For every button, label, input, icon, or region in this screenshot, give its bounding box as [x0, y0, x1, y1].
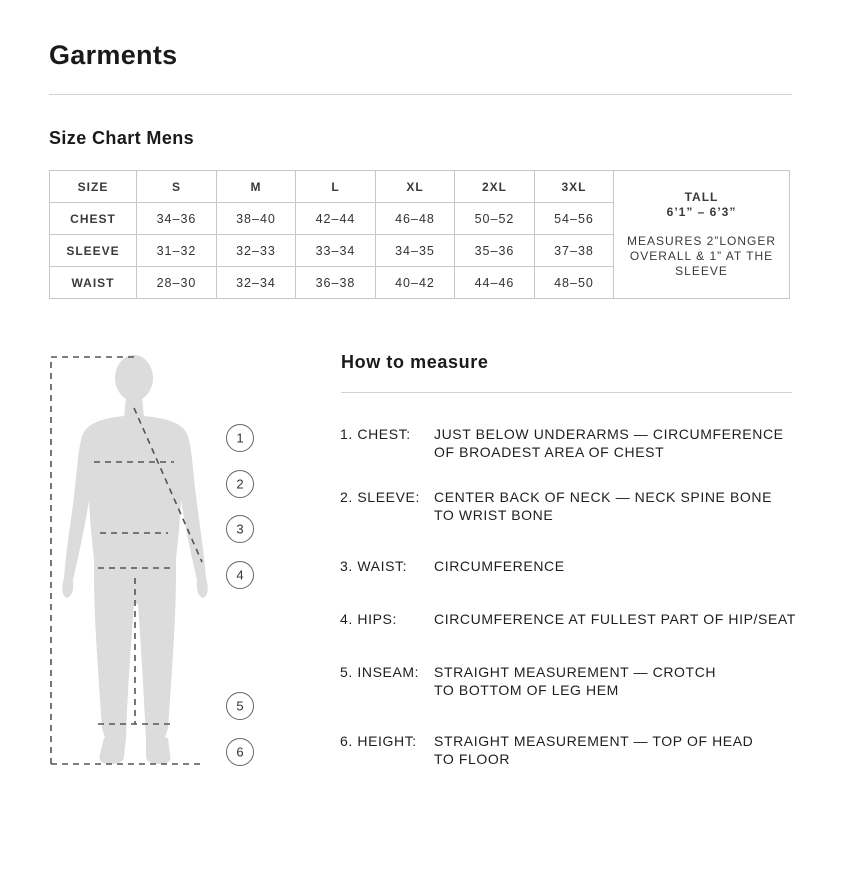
measure-label: 4. HIPS: — [340, 611, 397, 627]
measure-label: 3. WAIST: — [340, 558, 408, 574]
description-line: STRAIGHT MEASUREMENT — CROTCH — [434, 664, 717, 680]
description-line: TO WRIST BONE — [434, 507, 554, 523]
table-cell: 28–30 — [137, 267, 217, 299]
row-label-cell: SLEEVE — [50, 235, 137, 267]
table-cell: 34–35 — [376, 235, 455, 267]
description-line: TO BOTTOM OF LEG HEM — [434, 682, 619, 698]
measure-description — [434, 488, 810, 524]
page-title: Garments — [49, 40, 178, 70]
table-cell: 42–44 — [296, 203, 376, 235]
measure-description — [434, 610, 810, 628]
header-cell: SIZE — [50, 171, 137, 203]
row-label-cell: WAIST — [50, 267, 137, 299]
header-cell: L — [296, 171, 376, 203]
table-cell: 50–52 — [455, 203, 535, 235]
measure-description — [434, 425, 810, 461]
tall-info-cell — [614, 171, 790, 299]
table-row-header — [50, 171, 790, 203]
marker-label: 6 — [236, 744, 244, 760]
description-line: TO FLOOR — [434, 751, 511, 767]
title-divider — [49, 94, 792, 95]
measure-label: 1. CHEST: — [340, 426, 411, 442]
table-cell: 40–42 — [376, 267, 455, 299]
measure-divider — [341, 392, 792, 393]
table-cell: 31–32 — [137, 235, 217, 267]
table-cell: 34–36 — [137, 203, 217, 235]
table-cell: 36–38 — [296, 267, 376, 299]
table-cell: 33–34 — [296, 235, 376, 267]
description-line: OF BROADEST AREA OF CHEST — [434, 444, 665, 460]
measure-description — [434, 663, 810, 699]
measure-description — [434, 557, 810, 575]
description-line: CENTER BACK OF NECK — NECK SPINE BONE — [434, 489, 773, 505]
marker-label: 4 — [236, 567, 244, 583]
header-cell: 3XL — [535, 171, 614, 203]
table-cell: 48–50 — [535, 267, 614, 299]
tall-note: MEASURES 2”LONGER OVERALL & 1” AT THE SLEEVE — [626, 234, 777, 278]
table-cell: 37–38 — [535, 235, 614, 267]
body-measurement-figure — [40, 346, 270, 776]
measure-description — [434, 732, 810, 768]
table-cell: 32–33 — [217, 235, 296, 267]
marker-label: 2 — [236, 476, 244, 492]
table-cell: 32–34 — [217, 267, 296, 299]
tall-title: TALL — [684, 190, 719, 204]
measure-label: 5. INSEAM: — [340, 664, 420, 680]
size-chart-table — [49, 170, 790, 299]
header-cell: S — [137, 171, 217, 203]
header-cell: M — [217, 171, 296, 203]
measure-label: 2. SLEEVE: — [340, 489, 420, 505]
table-cell: 35–36 — [455, 235, 535, 267]
table-cell: 38–40 — [217, 203, 296, 235]
description-line: STRAIGHT MEASUREMENT — TOP OF HEAD — [434, 733, 754, 749]
marker-label: 1 — [236, 430, 244, 446]
measure-markers — [227, 425, 254, 766]
header-cell: XL — [376, 171, 455, 203]
marker-label: 5 — [236, 698, 244, 714]
description-line: CIRCUMFERENCE AT FULLEST PART OF HIP/SEAT — [434, 611, 796, 627]
description-line: CIRCUMFERENCE — [434, 558, 565, 574]
measure-label: 6. HEIGHT: — [340, 733, 417, 749]
row-label-cell: CHEST — [50, 203, 137, 235]
marker-label: 3 — [236, 521, 244, 537]
size-chart-title: Size Chart Mens — [49, 128, 195, 148]
header-cell: 2XL — [455, 171, 535, 203]
table-cell: 54–56 — [535, 203, 614, 235]
description-line: JUST BELOW UNDERARMS — CIRCUMFERENCE — [434, 426, 784, 442]
how-to-measure-title: How to measure — [341, 352, 489, 372]
table-cell: 46–48 — [376, 203, 455, 235]
table-cell: 44–46 — [455, 267, 535, 299]
tall-height-range: 6’1” – 6’3” — [666, 205, 737, 219]
